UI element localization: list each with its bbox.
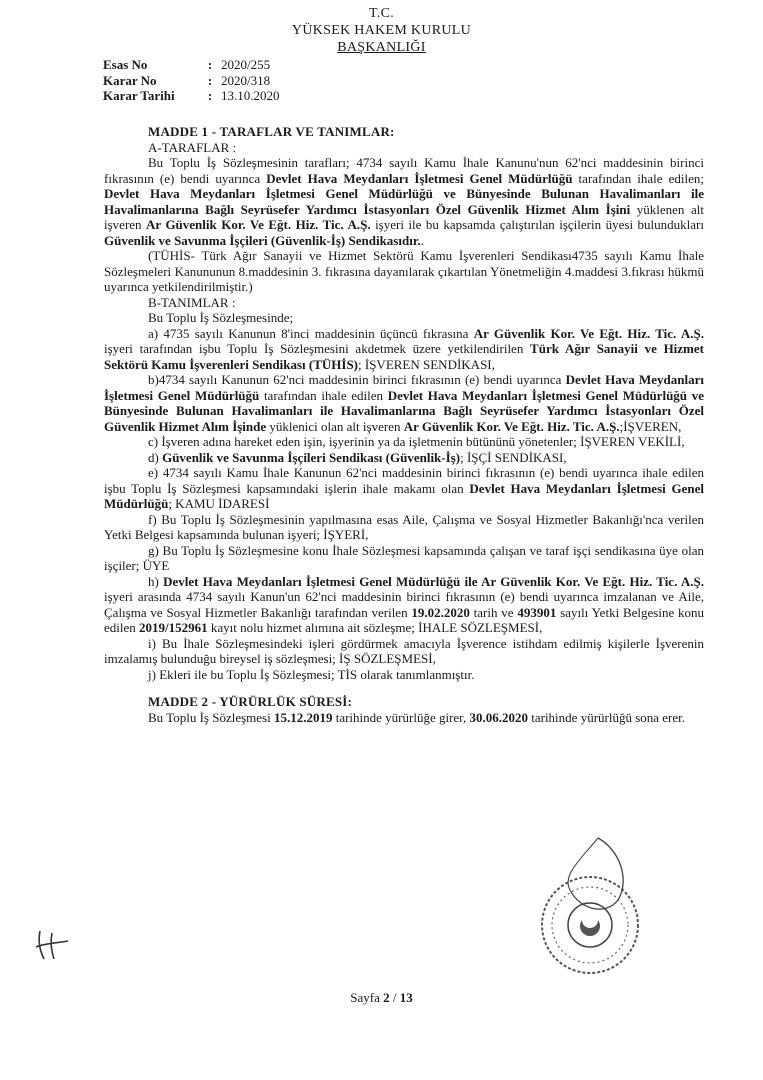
- def-a-b1: Ar Güvenlik Kor. Ve Eğt. Hiz. Tic. A.Ş.: [473, 325, 704, 341]
- madde2-paragraph: [104, 710, 704, 726]
- karar-value: 2020/318: [221, 72, 271, 88]
- tarih-colon: :: [207, 88, 213, 103]
- definition-d: [104, 450, 704, 466]
- def-b-t1: b)4734 sayılı Kanunun 62'nci maddesinin birinci fıkrasının (e) bendi uyarınca: [148, 372, 566, 387]
- def-e-b1: Devlet Hava Meydanları İşletmesi Genel Müdürlüğü: [104, 480, 704, 511]
- madde2-heading: MADDE 2 - YÜRÜRLÜK SÜRESİ:: [148, 694, 353, 709]
- footer-page-total: 13: [399, 990, 413, 1005]
- document-body: [104, 124, 704, 725]
- definition-f: f) Bu Toplu İş Sözleşmesinin yapılmasına esas Aile, Çalışma ve Sosyal Hizmetler Bakanlığı'nca verilen Yetki Belgesi kapsamında bulunan işyeri; İŞYERİ,: [104, 511, 704, 542]
- def-b-t2: tarafından ihale edilen: [259, 387, 388, 403]
- header-department: [0, 40, 763, 56]
- a-p1-t5: .: [420, 232, 424, 248]
- a-taraflar-paragraph: [104, 155, 704, 248]
- def-h-t4: sayılı Yetki Belgesine konu edilen: [104, 604, 705, 635]
- initial-signature-icon: [32, 925, 72, 965]
- b-tanimlar-intro: Bu Toplu İş Sözleşmesinde;: [148, 310, 294, 325]
- def-a-t3: ; İŞVEREN SENDİKASI,: [358, 356, 495, 372]
- def-e-t2: ; KAMU İDARESİ: [168, 496, 270, 511]
- m2-start-date: 15.12.2019: [273, 709, 333, 725]
- def-a-t1: a) 4735 sayılı Kanunun 8'inci maddesinin üçüncü fıkrasına: [148, 325, 474, 341]
- def-h-b3: 493901: [517, 604, 557, 620]
- definition-j: j) Ekleri ile bu Toplu İş Sözleşmesi; TİS olarak tanımlanmıştır.: [148, 666, 475, 682]
- a-p1-b1: Devlet Hava Meydanları İşletmesi Genel Müdürlüğü: [266, 170, 573, 186]
- official-seal-stamp: [510, 830, 660, 980]
- def-h-t3: tarih ve: [469, 604, 518, 620]
- m2-t1: Bu Toplu İş Sözleşmesi: [148, 709, 274, 725]
- esas-label: Esas No: [103, 57, 148, 72]
- a-taraflar-title: A-TARAFLAR :: [148, 139, 237, 155]
- case-meta: [103, 57, 280, 104]
- definition-b: [104, 372, 704, 434]
- footer-separator: /: [389, 990, 400, 1005]
- def-h-t2: işyeri arasında 4734 sayılı Kanun'un 62'nci maddesinin birinci fıkrasının (e) bendi uyarınca imzalanan ve Aile, Çalışma ve Sosyal Hizmetler Bakanlığı tarafından verilen: [104, 589, 704, 620]
- def-h-t1: h): [148, 573, 164, 589]
- def-b-t4: ;İŞVEREN,: [619, 418, 682, 434]
- madde1-heading: MADDE 1 - TARAFLAR VE TANIMLAR:: [148, 124, 395, 139]
- karar-colon: :: [207, 72, 213, 88]
- tarih-value: 13.10.2020: [221, 88, 280, 103]
- definition-i: i) Bu İhale Sözleşmesindeki işleri gördürmek amacıyla İşverence istihdam edilmiş kişilerle İşverenin imzalamış bulunduğu bireysel iş sözleşmesi; İŞ SÖZLEŞMESİ,: [104, 635, 704, 666]
- def-a-t2: işyeri tarafından işbu Toplu İş Sözleşmesini akdetmek üzere yetkilendirilen: [104, 341, 531, 356]
- m2-t3: tarihinde yürürlüğü sona erer.: [527, 709, 686, 725]
- def-b-b1: Devlet Hava Meydanları İşletmesi Genel Müdürlüğü: [104, 372, 704, 403]
- def-b-b2: Devlet Hava Meydanları İşletmesi Genel Müdürlüğü ve Bünyesinde Bulunan Havalimanları ile Havalimanlarına Bağlı Seyrüsefer Yardımcı İstasyonları Özel Güvenlik Hizmet Alım İşinde: [104, 387, 704, 434]
- a-p1-b2: Devlet Hava Meydanları İşletmesi Genel Müdürlüğü ve Bünyesinde Bulunan Havalimanları ile Havalimanlarına Bağlı Seyrüsefer Yardımcı İstasyonları Özel Güvenlik Hizmet Alım İşini: [104, 186, 704, 217]
- section-spacer: [104, 682, 704, 694]
- header-tc: T.C.: [368, 6, 395, 21]
- definition-h: [104, 574, 704, 636]
- tuhis-note: (TÜHİS- Türk Ağır Sanayii ve Hizmet Sektörü Kamu İşverenleri Sendikası4735 sayılı Kamu İhale Sözleşmeleri Kanununun 8.maddesinin 3. fıkrasına dayanılarak çıkartılan Yönetmeliğin 4.maddesi 3.fıkrası hükmü uyarınca yetkilendirilmiştir.): [104, 248, 704, 294]
- def-b-b3: Ar Güvenlik Kor. Ve Eğt. Hiz. Tic. A.Ş.: [403, 418, 620, 434]
- header-institution: YÜKSEK HAKEM KURULU: [291, 23, 472, 38]
- m2-end-date: 30.06.2020: [469, 709, 528, 725]
- karar-label: Karar No: [103, 72, 157, 88]
- a-p1-t1: Bu Toplu İş Sözleşmesinin tarafları; 4734 sayılı Kamu İhale Kanunu'nun 62'nci maddesinin birinci fıkrasının (e) bendi uyarınca: [104, 155, 704, 186]
- page-footer: [0, 990, 763, 1006]
- m2-t2: tarihinde yürürlüğe girer,: [332, 709, 470, 725]
- def-h-b2: 19.02.2020: [411, 604, 470, 620]
- def-d-b1: Güvenlik ve Savunma İşçileri Sendikası (Güvenlik-İş): [162, 449, 461, 465]
- footer-page-number: 2: [383, 990, 390, 1005]
- def-e-t1: e) 4734 sayılı Kamu İhale Kanunun 62'nci maddesinin birinci fıkrasının (e) bendi uyarınca ihale edilen işbu Toplu İş Sözleşmesi kapsamındaki işlerin ihale makamı olan: [104, 465, 704, 496]
- def-a-b2: Türk Ağır Sanayii ve Hizmet Sektörü Kamu İşverenleri Sendikası (TÜHİS): [104, 341, 704, 372]
- def-d-t2: ; İŞÇİ SENDİKASI,: [460, 449, 567, 465]
- footer-prefix: Sayfa: [350, 990, 384, 1005]
- def-h-b1: Devlet Hava Meydanları İşletmesi Genel Müdürlüğü ile Ar Güvenlik Kor. Ve Eğt. Hiz. Tic. A.Ş.: [163, 573, 704, 589]
- definition-a: [104, 326, 704, 373]
- definition-e: [104, 465, 704, 512]
- a-p1-t4: işyeri ile bu kapsamda çalıştırılan işçilerin üyesi bulundukları: [370, 217, 704, 232]
- a-p1-b3: Ar Güvenlik Kor. Ve Eğt. Hiz. Tic. A.Ş.: [146, 217, 371, 232]
- header-department-text: BAŞKANLIĞI: [337, 40, 426, 55]
- b-tanimlar-title: B-TANIMLAR :: [148, 294, 236, 310]
- def-d-t1: d): [148, 449, 163, 465]
- def-b-t3: yüklenici olan alt işveren: [266, 418, 404, 434]
- a-p1-b4: Güvenlik ve Savunma İşçileri (Güvenlik-İş) Sendikasıdır.: [104, 232, 421, 248]
- tarih-label: Karar Tarihi: [103, 88, 175, 103]
- def-h-t5: kayıt nolu hizmet alımına ait sözleşme; İHALE SÖZLEŞMESİ,: [207, 620, 543, 635]
- def-h-b4: 2019/152961: [139, 620, 208, 635]
- a-p1-t2: tarafından ihale edilen;: [572, 170, 704, 186]
- esas-colon: :: [207, 57, 213, 72]
- definition-c: c) İşveren adına hareket eden işin, işyerinin ya da işletmenin bütününü yönetenler; İŞVEREN VEKİLİ,: [148, 434, 685, 449]
- a-p1-t3: yüklenen alt işveren: [104, 201, 704, 232]
- definition-g: g) Bu Toplu İş Sözleşmesine konu İhale Sözleşmesi kapsamında çalışan ve taraf işçi sendikasına üye olan işçiler; ÜYE: [104, 542, 704, 573]
- esas-value: 2020/255: [221, 57, 271, 72]
